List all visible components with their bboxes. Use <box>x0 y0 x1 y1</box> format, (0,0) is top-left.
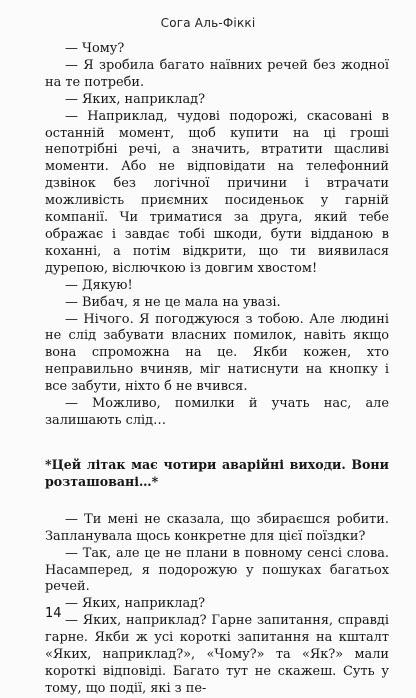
paragraph: — Яких, наприклад? Гарне запитання, справді гарне. Якби ж усі короткі запитання на кшталт «Яких, наприклад?», «Чому?» та «Як?» мали короткі відповіді. Багато тут не скажеш. Суть у тому, що події, які з пе- <box>45 613 389 696</box>
paragraph: — Яких, наприклад? <box>65 91 206 107</box>
paragraph: — Наприклад, чудові подорожі, скасовані в останній момент, щоб купити на ці гроші непотрібні речі, а значить, втратити щасливі моменти. Або не відповідати на телефонний дзвінок без логічної причини і втрачати можливість приємних посиденьок у гарній компанії. Чи триматися за друга, який тебе ображає і завдає тобі шкоди, бути відданою в коханні, а потім відкрити, що ти виявилася дурепою, віслючкою із довгим хвостом! <box>45 108 389 276</box>
paragraph: — Чому? <box>65 41 125 56</box>
paragraph: — Дякую! <box>65 277 133 293</box>
running-head: Сога Аль-Фіккі <box>160 16 256 30</box>
paragraph: — Можливо, помилки й учать нас, але залишають слід… <box>45 396 389 428</box>
paragraph: — Ти мені не сказала, що збираєшся робити. Запланувала щось конкретне для цієї поїздки? <box>45 511 389 544</box>
paragraph: — Так, але це не плани в повному сенсі слова. Насамперед, я подорожую у пошуках багатьох речей. <box>45 545 389 595</box>
paragraph: — Вибач, я не це мала на увазі. <box>65 294 281 310</box>
paragraph: — Яких, наприклад? <box>65 596 206 612</box>
paragraph: — Нічого. Я погоджуюся з тобою. Але людині не слід забувати власних помилок, навіть якщо вона спроможна на це. Якби кожен, хто неправильно вчиняв, міг натиснути на кнопку і все забути, ніхто б не вчився. <box>45 311 389 395</box>
paragraph: — Я зробила багато наївних речей без жодної на те потреби. <box>45 57 389 90</box>
section-heading: *Цей літак має чотири аварійні виходи. Вони розташовані…* <box>45 456 389 489</box>
page-number: 14 <box>45 606 62 621</box>
body-text <box>45 41 389 698</box>
